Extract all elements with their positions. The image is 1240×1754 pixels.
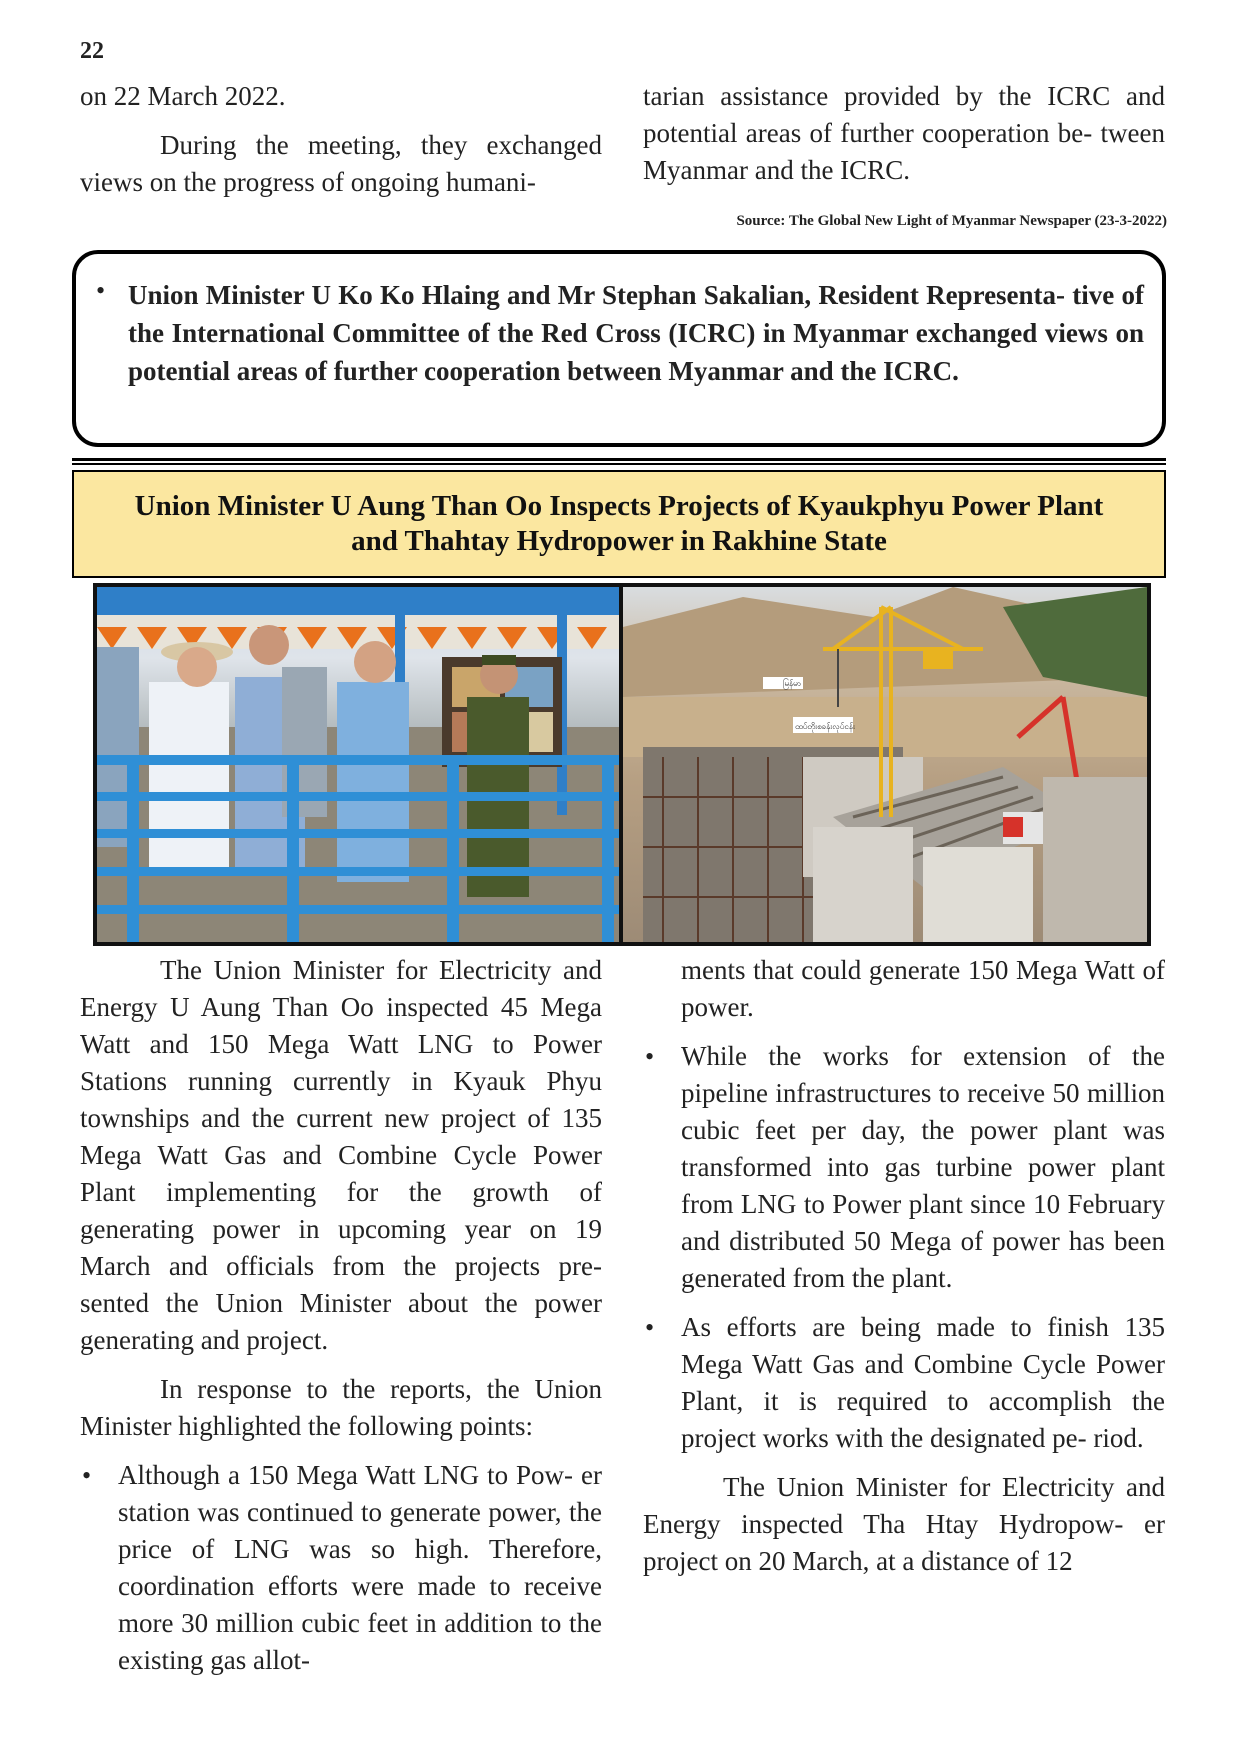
site-sign-1: မြန်မာ [783,679,801,688]
inspection-photo [97,587,619,942]
highlight-box [72,250,1166,447]
top-left-column [80,78,602,201]
highlight-points-list [643,1038,1165,1457]
inspection-photo-illustration [97,587,619,942]
highlight-text: Union Minister U Ko Ko Hlaing and Mr Stephan Sakalian, Resident Representa- tive of the International Committee of the Red Cross (ICRC) in Myanmar exchanged views on potential areas of further cooperation between Myanmar and the ICRC. [128,280,1144,386]
paragraph: tarian assistance provided by the ICRC and potential areas of further cooperation be- tween Myanmar and the ICRC. [643,81,1165,185]
paragraph: on 22 March 2022. [80,81,286,111]
section-divider [72,458,1166,465]
site-sign-2: ထပ်တိုးစခန်းလုပ်ငန်း [795,722,855,731]
paragraph: The Union Minister for Electricity and Energy U Aung Than Oo inspected 45 Mega Watt and 150 Mega Watt LNG to Power Stations running currently in Kyauk Phyu townships and the current new project of 135 Mega Watt Gas and Combine Cycle Power Plant implementing for the growth of generating power in upcoming year on 19 March and officials from the projects pre- sented the Union Minister about the power generating and project. [80,955,602,1355]
page-number: 22 [80,38,104,64]
paragraph: In response to the reports, the Union Minister highlighted the following points: [80,1374,602,1441]
bottom-left-column [80,952,602,1679]
list-item: • As efforts are being made to finish 135 Mega Watt Gas and Combine Cycle Power Plant, it is required to accomplish the project works with the designated pe- riod. [643,1309,1165,1457]
title-line-1: Union Minister U Aung Than Oo Inspects Projects of Kyaukphyu Power Plant [134,490,1104,522]
bottom-right-column [643,952,1165,1580]
highlight-points-list [80,1457,602,1679]
construction-site-illustration [623,587,1147,942]
title-line-2: and Thahtay Hydropower in Rakhine State [351,525,887,557]
article-title [135,489,1104,559]
list-item-continuation: ments that could generate 150 Mega Watt of power. [681,955,1165,1022]
photo-frame [93,583,1151,946]
paragraph: The Union Minister for Electricity and Energy inspected Tha Htay Hydropow- er project on 20 March, at a distance of 12 [643,1472,1165,1576]
paragraph: During the meeting, they exchanged views on the progress of ongoing humani- [80,130,602,197]
bullet-icon: • [96,276,106,305]
construction-site-photo [623,587,1147,942]
article-title-box [72,470,1166,578]
list-item: • Although a 150 Mega Watt LNG to Pow- er station was continued to generate power, the price of LNG was so high. Therefore, coordination efforts were made to receive more 30 million cubic feet in addition to the existing gas allot- [80,1457,602,1679]
list-item: • While the works for extension of the pipeline infrastructures to receive 50 million cubic feet per day, the power plant was transformed into gas turbine power plant from LNG to Power plant since 10 February and distributed 50 Mega of power has been generated from the plant. [643,1038,1165,1297]
source-citation: Source: The Global New Light of Myanmar Newspaper (23-3-2022) [736,213,1167,229]
top-right-column [643,78,1165,189]
